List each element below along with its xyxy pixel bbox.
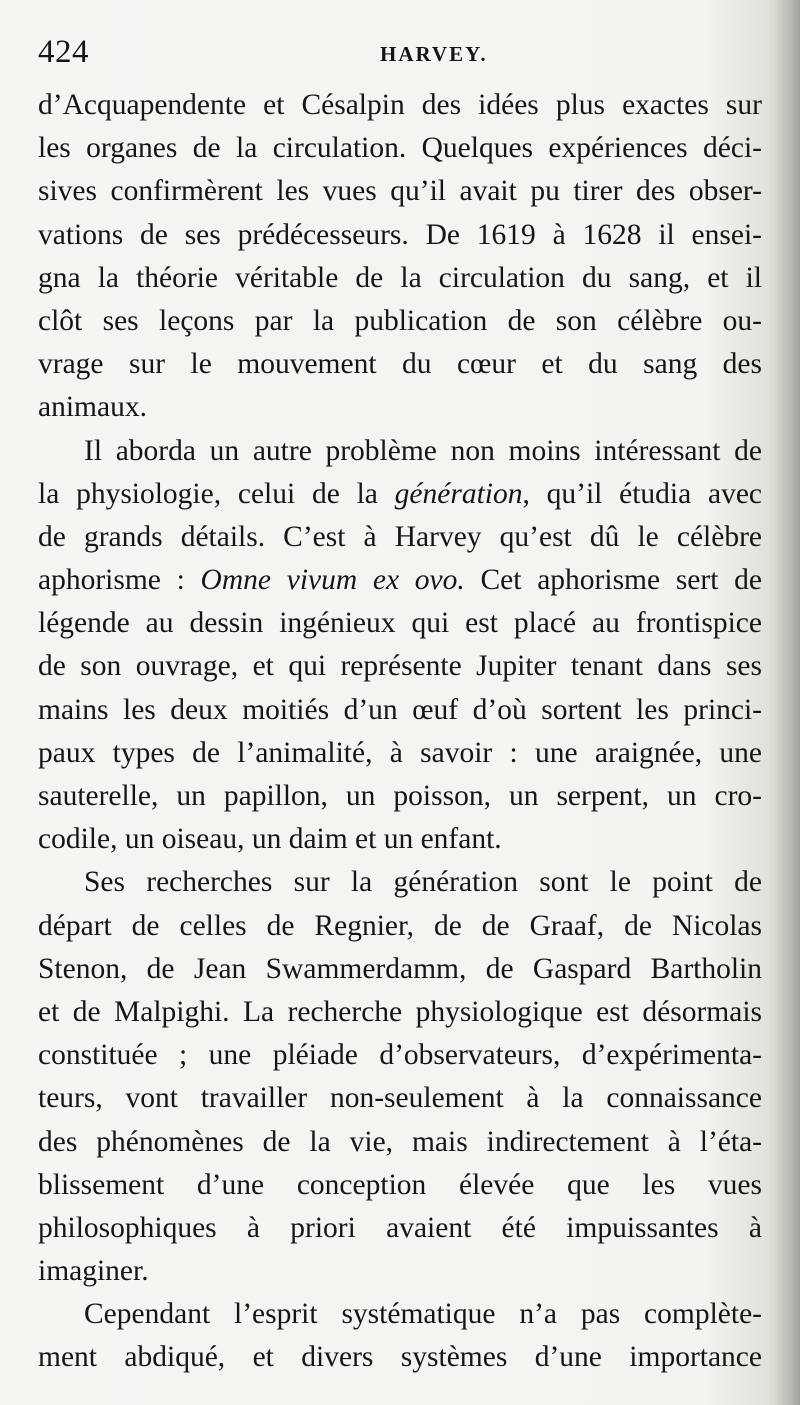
text-line-with-italic [38,473,762,516]
text-line: constituée ; une pléiade d’observateurs, d’expérimenta- [38,1039,762,1072]
text-line: sauterelle, un papillon, un poisson, un serpent, un cro- [38,780,762,812]
paragraph-1 [38,84,762,430]
text-line: départ de celles de Regnier, de de Graaf, de Nicolas [38,909,762,942]
text-line: animaux. [38,391,147,424]
text-line: ment abdiqué, et divers systèmes d’une importance [38,1341,762,1374]
text-line: et de Malpighi. La recherche physiologique est désormais [38,995,762,1028]
page-edge-shadow [774,0,800,1405]
text-line: Il aborda un autre problème non moins intéressant de [84,434,762,467]
text-run: Cet aphorisme sert de [464,564,762,597]
text-line: les organes de la circulation. Quelques expériences déci- [38,132,762,165]
text-line: vations de ses prédécesseurs. De 1619 à 1628 il ensei- [38,218,762,251]
text-line: de grands détails. C’est à Harvey qu’est dû le célèbre [38,520,762,553]
text-run: , qu’il étudia avec [522,477,763,510]
text-line-with-italic [38,559,762,602]
text-line: légende au dessin ingénieux qui est placé au frontispice [38,607,762,640]
text-line: des phénomènes de la vie, mais indirectement à l’éta- [38,1125,762,1158]
text-line: philosophiques à priori avaient été impuissantes à [38,1211,762,1244]
text-line: clôt ses leçons par la publication de son célèbre ou- [38,304,762,337]
text-line: gna la théorie véritable de la circulation du sang, et il [38,261,762,294]
text-line: paux types de l’animalité, à savoir : une araignée, une [38,736,762,769]
text-line: vrage sur le mouvement du cœur et du sang des [38,348,762,381]
italic-term: génération [394,477,523,510]
text-line: imaginer. [38,1255,149,1288]
page-number: 424 [38,34,89,70]
page-header [38,34,760,74]
text-line: teurs, vont travailler non-seulement à la connaissance [38,1082,762,1115]
text-line: codile, un oiseau, un daim et un enfant. [38,823,502,856]
text-line: blissement d’une conception élevée que les vues [38,1168,762,1201]
italic-motto: Omne vivum ex ovo. [200,564,465,597]
paragraph-2 [38,430,762,862]
text-line: mains les deux moitiés d’un œuf d’où sortent les princi- [38,693,762,726]
body-text [38,84,762,1380]
text-line: sives confirmèrent les vues qu’il avait pu tirer des obser- [38,175,762,208]
text-run: la physiologie, celui de la [38,477,378,510]
text-line: de son ouvrage, et qui représente Jupiter tenant dans ses [38,650,762,683]
text-line: Stenon, de Jean Swammerdamm, de Gaspard Bartholin [38,952,762,985]
text-run: aphorisme : [38,564,185,597]
paragraph-4 [38,1293,762,1379]
running-head: HARVEY. [380,42,488,66]
text-line: d’Acquapendente et Césalpin des idées plus exactes sur [38,89,762,121]
text-line: Cependant l’esprit systématique n’a pas complète- [84,1298,762,1331]
text-line: Ses recherches sur la génération sont le point de [84,866,762,899]
paragraph-3 [38,861,762,1293]
